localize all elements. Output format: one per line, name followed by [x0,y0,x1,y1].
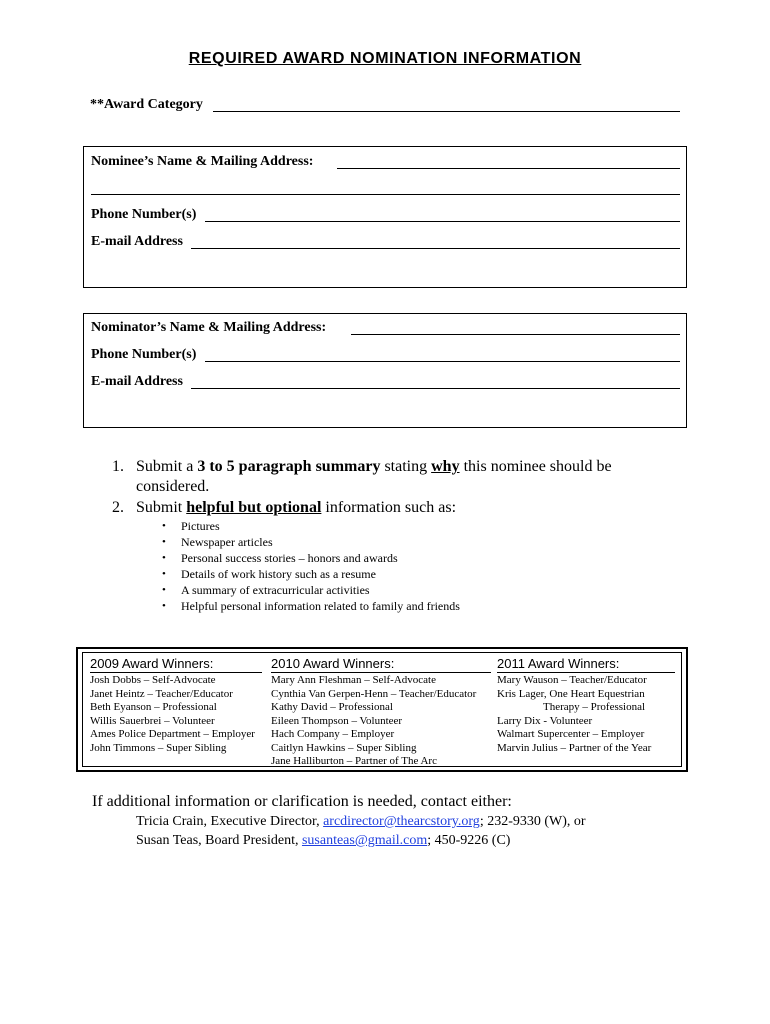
list-item: Eileen Thompson – Volunteer [271,714,403,727]
nominator-email-label: E-mail Address [91,374,183,389]
list-item: Kathy David – Professional [271,701,393,713]
winners-2010-column [271,656,491,769]
list-item: Willis Sauerbrei – Volunteer [90,714,215,727]
list-item: Marvin Julius – Partner of the Year [497,741,652,754]
contact-line-director: Tricia Crain, Executive Director, arcdirector@thearcstory.org; 232-9330 (W), or [136,814,586,829]
award-category-field[interactable] [213,111,680,112]
nominee-email-field[interactable] [191,248,680,249]
list-item: Ames Police Department – Employer [90,728,255,740]
nominee-name-field[interactable] [337,168,680,169]
list-item: Mary Ann Fleshman – Self-Advocate [271,674,436,686]
bullet-icon: • [162,600,166,612]
list-item: • Pictures [162,519,220,533]
list-item: Walmart Supercenter – Employer [497,728,645,740]
nominee-address-field[interactable] [91,194,680,195]
page-title: REQUIRED AWARD NOMINATION INFORMATION [188,50,582,67]
instruction-list [112,457,672,518]
list-item: Janet Heintz – Teacher/Educator [90,687,233,700]
winners-2010-heading: 2010 Award Winners: [271,656,491,673]
bullet-icon: • [162,536,166,548]
nominator-name-field[interactable] [351,334,680,335]
nominee-name-label: Nominee’s Name & Mailing Address: [91,154,314,169]
award-category-label: **Award Category [90,97,203,112]
list-item: John Timmons – Super Sibling [90,741,227,754]
list-item: Kris Lager, One Heart Equestrian [497,687,645,700]
list-item: Caitlyn Hawkins – Super Sibling [271,741,417,754]
list-item: Jane Halliburton – Partner of The Arc [271,755,437,767]
director-email-link[interactable]: arcdirector@thearcstory.org [323,814,480,829]
nominee-phone-field[interactable] [205,221,680,222]
bullet-icon: • [162,584,166,596]
winners-2011-column [497,656,675,755]
instruction-item-1: 1. Submit a 3 to 5 paragraph summary stating why this nominee should be considered. [112,458,612,495]
instruction-item-2: 2. Submit helpful but optional information such as: [112,499,457,516]
list-item: Larry Dix - Volunteer [497,714,593,727]
winners-2009-column [90,656,262,755]
list-item: • Helpful personal information related to family and friends [162,599,460,613]
bullet-icon: • [162,568,166,580]
president-email-link[interactable]: susanteas@gmail.com [301,833,428,848]
list-item: • A summary of extracurricular activities [162,583,370,597]
list-item: Hach Company – Employer [271,728,395,740]
list-item: • Personal success stories – honors and awards [162,551,398,565]
list-item: Therapy – Professional [543,701,646,713]
nominee-phone-label: Phone Number(s) [91,207,197,222]
optional-info-list [162,518,460,614]
list-item: • Details of work history such as a resume [162,567,376,581]
nominator-phone-label: Phone Number(s) [91,347,197,362]
nominator-email-field[interactable] [191,388,680,389]
list-item: Cynthia Van Gerpen-Henn – Teacher/Educator [271,687,477,700]
list-item: • Newspaper articles [162,535,273,549]
nominator-name-label: Nominator’s Name & Mailing Address: [91,320,327,335]
bullet-icon: • [162,552,166,564]
list-item: Josh Dobbs – Self-Advocate [90,674,216,686]
winners-2009-heading: 2009 Award Winners: [90,656,262,673]
nominee-email-label: E-mail Address [91,234,183,249]
winners-2011-heading: 2011 Award Winners: [497,656,675,673]
bullet-icon: • [162,520,166,532]
list-item: Beth Eyanson – Professional [90,701,217,713]
contact-section [92,792,586,850]
nominator-phone-field[interactable] [205,361,680,362]
list-item: Mary Wauson – Teacher/Educator [497,674,647,686]
contact-intro: If additional information or clarification is needed, contact either: [92,793,512,810]
contact-line-president: Susan Teas, Board President, susanteas@gmail.com; 450-9226 (C) [136,833,511,848]
